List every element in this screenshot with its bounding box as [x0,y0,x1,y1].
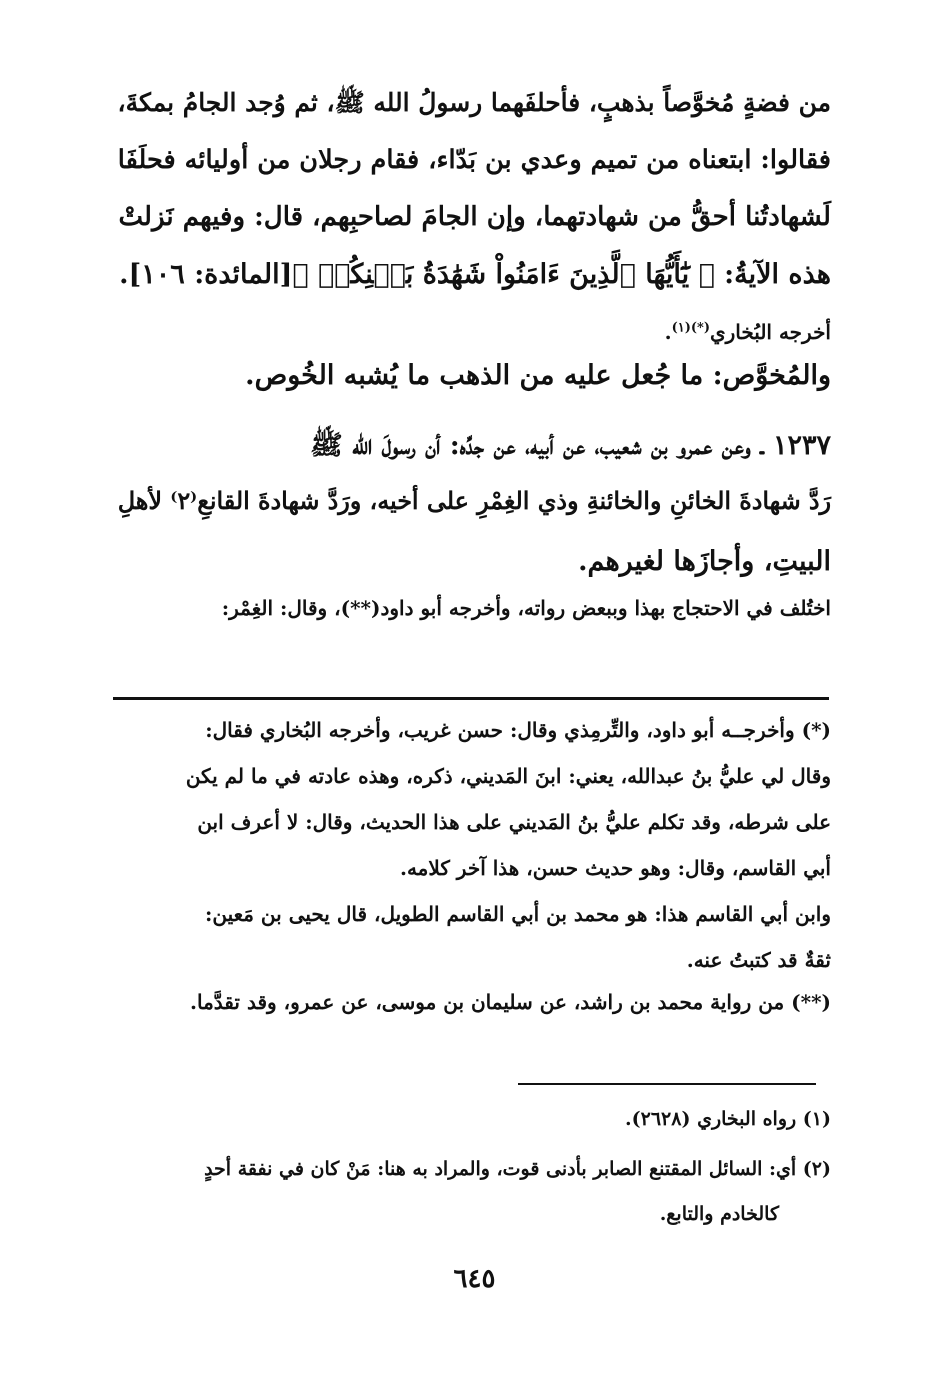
commentary-line-5: وابن أبي القاسم هذا: هو محمد بن أبي القاسم الطويل، قال يحيى بن مَعين: [204,902,831,926]
commentary-line-7: (**) من رواية محمد بن راشد، عن سليمان بن موسى، عن عمرو، وقد تقدَّما. [190,990,831,1014]
commentary-line-6: ثقةٌ قد كتبتُ عنه. [686,948,831,972]
hadith-1237-line-2: رَدَّ شهادةَ الخائنِ والخائنةِ وذي الغِمْرِ على أخيه، ورَدَّ شهادةَ القانعِ⁽٢⁾ لأهلِ [117,487,831,515]
hadith-1237-line-1: ١٢٣٧ ـ وعن عمرو بن شعيب، عن أبيه، عن جدِّه: أن رسولَ الله ﷺ [310,430,831,461]
commentary-divider [113,697,829,700]
main-text-line-2: فقالوا: ابتعناه من تميم وعدي بن بَدّاء، فقام رجلان من أوليائه فحلَفَا [117,145,831,175]
commentary-line-2: وقال لي عليُّ بنُ عبدالله، يعني: ابنَ المَديني، ذكره، وهذه عادته في ما لم يكن [185,764,831,788]
hadith-1237-line-3: البيتِ، وأجازَها لغيرهم. [578,546,831,577]
page-number: ٦٤٥ [453,1264,496,1294]
footnote-1: (١) رواه البخاري (٢٦٢٨). [625,1108,831,1130]
main-text-line-1: من فضةٍ مُخوَّصاً بذهبٍ، فأحلفَهما رسولُ الله ﷺ، ثم وُجد الجامُ بمكةَ، [117,88,831,117]
attribution-end: . [664,320,672,344]
commentary-line-1: (*) وأخرجــه أبو داود، والتِّرمِذي وقال: حسن غريب، وأخرجه البُخاري فقال: [205,718,831,742]
commentary-line-4: أبي القاسم، وقال: وهو حديث حسن، هذا آخر كلامه. [399,856,831,880]
attribution-marks: (*)(١) [671,320,710,336]
footnote-divider [518,1083,816,1085]
attribution-line [665,320,831,344]
main-text-line-3: لَشهادتُنا أحقُّ من شهادتهما، وإن الجامَ لصاحبِهم، قال: وفيهم نَزلتْ [118,202,831,232]
footnote-2-line-2: كالخادم والتابع. [659,1203,779,1225]
attribution-text: أخرجه البُخاري [709,320,831,344]
definition-line: والمُخوَّص: ما جُعل عليه من الذهب ما يُشبه الخُوص. [245,360,831,391]
footnote-2-line-1: (٢) أي: السائل المقتنع الصابر بأدنى قوت، والمراد به هنا: مَنْ كان في نفقة أحدٍ [204,1158,831,1180]
commentary-line-3: على شرطه، وقد تكلم عليُّ بنُ المَديني على هذا الحديث، وقال: لا أعرف ابن [197,810,831,834]
hadith-note: اختُلف في الاحتجاج بهذا وببعض رواته، وأخرجه أبو داود(**)، وقال: الغِمْر: [221,596,831,620]
main-text-line-4: هذه الآيةُ: ﴿ يَٰٓأَيُّهَا ٱلَّذِينَ ءَامَنُواْ شَهَٰدَةُ بَيۡنِكُمۡ ﴾[المائدة: ١٠٦]. [119,259,831,290]
